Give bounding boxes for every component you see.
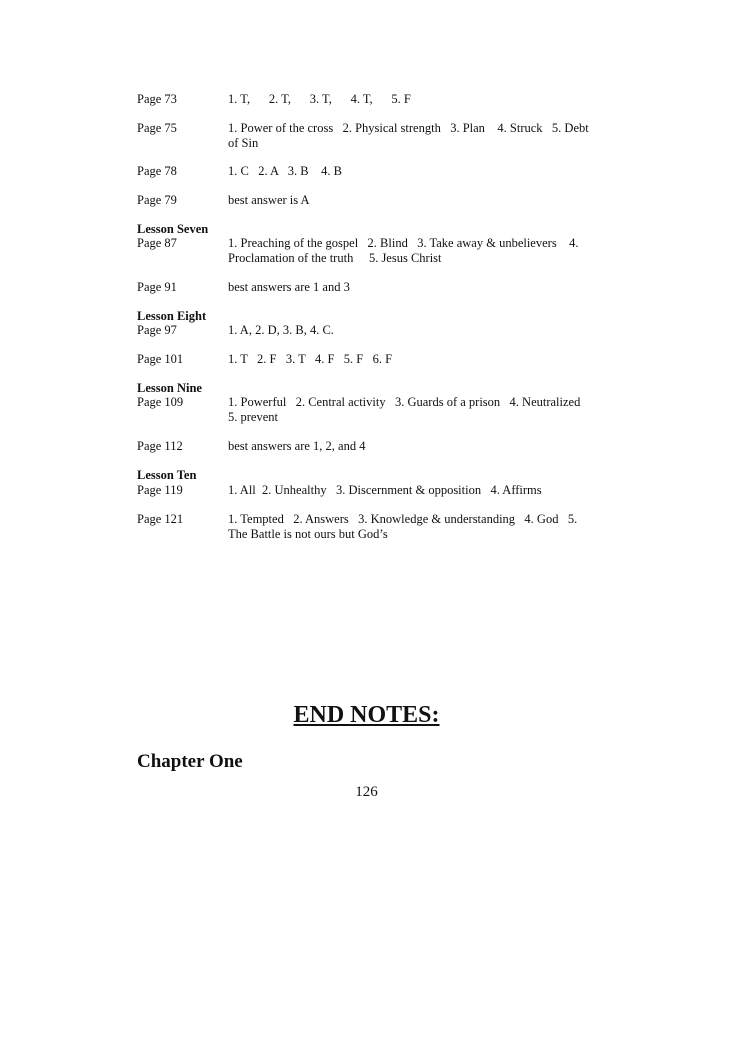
answer-line: 5. prevent — [228, 409, 278, 424]
page-ref: Page 112 — [137, 439, 183, 453]
page-ref: Page 109 — [137, 395, 184, 409]
answer-line: 1. Power of the cross 2. Physical strength 3. Plan 4. Struck 5. Debt — [228, 121, 589, 135]
answer-line: best answer is A — [228, 193, 310, 207]
page-ref: Page 119 — [137, 483, 183, 497]
page-ref: Page 73 — [137, 92, 177, 106]
page-ref: Page 101 — [137, 352, 184, 366]
answer-line: 1. Powerful 2. Central activity 3. Guards of a prison 4. Neutralized — [228, 395, 581, 409]
answer-line: 1. Tempted 2. Answers 3. Knowledge & understanding 4. God 5. — [228, 512, 578, 526]
answer-line: The Battle is not ours but God’s — [228, 526, 388, 541]
page-ref: Page 75 — [137, 121, 177, 135]
end-notes-title: END NOTES: — [293, 702, 440, 728]
lesson-heading: Lesson Nine — [137, 381, 202, 395]
answer-line: best answers are 1 and 3 — [228, 280, 350, 294]
answer-line: best answers are 1, 2, and 4 — [228, 439, 366, 453]
answer-line: 1. Preaching of the gospel 2. Blind 3. Take away & unbelievers 4. — [228, 236, 579, 250]
lesson-heading: Lesson Eight — [137, 309, 207, 323]
answer-line: 1. All 2. Unhealthy 3. Discernment & opposition 4. Affirms — [228, 483, 542, 497]
page-number: 126 — [355, 784, 378, 800]
lesson-heading: Lesson Ten — [137, 468, 197, 482]
page-ref: Page 87 — [137, 236, 177, 250]
chapter-heading: Chapter One — [137, 751, 243, 772]
answer-line: 1. T 2. F 3. T 4. F 5. F 6. F — [228, 352, 393, 366]
page-ref: Page 79 — [137, 193, 177, 207]
answer-line: 1. C 2. A 3. B 4. B — [228, 164, 342, 178]
page-ref: Page 78 — [137, 164, 177, 178]
lesson-heading: Lesson Seven — [137, 222, 209, 236]
answer-line: 1. T, 2. T, 3. T, 4. T, 5. F — [228, 92, 411, 106]
answer-line: Proclamation of the truth 5. Jesus Christ — [228, 250, 442, 265]
answer-line: 1. A, 2. D, 3. B, 4. C. — [228, 323, 334, 337]
page-ref: Page 121 — [137, 512, 184, 526]
page-ref: Page 97 — [137, 323, 177, 337]
answer-line: of Sin — [228, 135, 259, 150]
page-ref: Page 91 — [137, 280, 177, 294]
